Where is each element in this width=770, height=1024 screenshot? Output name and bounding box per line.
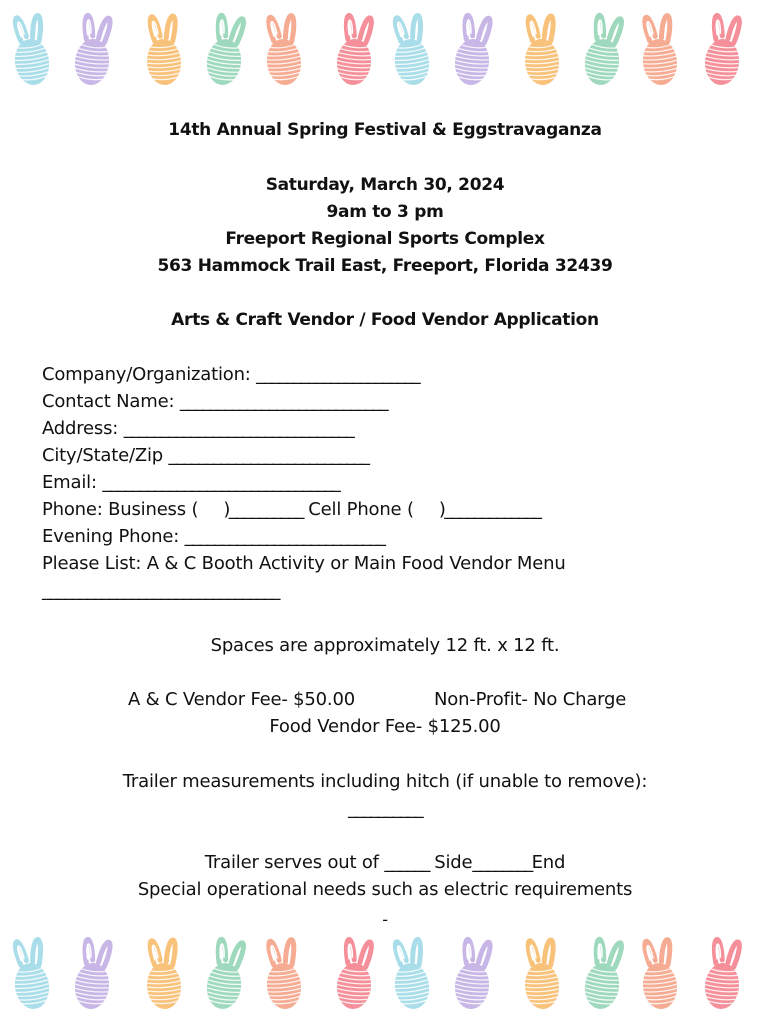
easter-egg-bunny-ears-icon — [638, 939, 679, 1011]
ac-vendor-fee: A & C Vendor Fee- $50.00 — [128, 689, 355, 710]
address-label: Address: — [42, 418, 119, 439]
address-blank[interactable]: _______________________________ — [123, 418, 354, 439]
bottom-egg-border-graphic — [0, 924, 770, 1022]
company-label: Company/Organization: — [42, 364, 251, 385]
easter-egg-bunny-ears-icon — [703, 15, 743, 87]
contact-name-field[interactable] — [42, 391, 387, 412]
city-state-zip-label: City/State/Zip — [42, 445, 164, 466]
contact-name-label: Contact Name: — [42, 391, 175, 412]
cell-phone-label: Cell Phone ( — [308, 499, 414, 520]
phone-field[interactable] — [42, 499, 540, 520]
event-venue: Freeport Regional Sports Complex — [225, 229, 545, 249]
email-field[interactable] — [42, 472, 339, 493]
easter-egg-bunny-ears-icon — [522, 939, 561, 1010]
trailer-end-blank[interactable]: ________ — [472, 852, 532, 873]
company-field[interactable] — [42, 364, 419, 385]
top-egg-border-graphic — [0, 0, 770, 98]
event-title: 14th Annual Spring Festival & Eggstravaganza — [168, 120, 602, 140]
phone-business-blank[interactable]: )__________ — [223, 499, 303, 520]
booth-activity-blank[interactable]: ________________________________ — [42, 580, 279, 601]
easter-egg-bunny-ears-icon — [638, 15, 679, 87]
city-state-zip-field[interactable] — [42, 445, 368, 466]
easter-egg-bunny-ears-icon — [144, 15, 183, 86]
email-label: Email: — [42, 472, 97, 493]
easter-egg-bunny-ears-icon — [522, 15, 561, 86]
easter-egg-bunny-ears-icon — [389, 938, 432, 1011]
cell-phone-blank[interactable]: )_____________ — [438, 499, 541, 520]
special-needs-label: Special operational needs such as electric requirements — [137, 879, 633, 900]
evening-phone-field[interactable] — [42, 526, 384, 547]
trailer-end-label: End — [531, 852, 566, 873]
address-field[interactable] — [42, 418, 353, 439]
easter-egg-bunny-ears-icon — [204, 938, 247, 1011]
food-vendor-fee: Food Vendor Fee- $125.00 — [269, 716, 501, 737]
evening-phone-blank[interactable]: ___________________________ — [184, 526, 385, 547]
easter-egg-bunny-ears-icon — [73, 939, 114, 1011]
space-size-note: Spaces are approximately 12 ft. x 12 ft. — [210, 635, 560, 656]
company-blank[interactable]: ______________________ — [256, 364, 419, 385]
event-time: 9am to 3 pm — [326, 202, 444, 222]
trailer-measurements-blank[interactable]: __________ — [347, 798, 422, 819]
easter-egg-bunny-ears-icon — [9, 14, 52, 87]
trailer-side-blank[interactable]: ______ — [384, 852, 429, 873]
easter-egg-bunny-ears-icon — [262, 939, 303, 1011]
event-date: Saturday, March 30, 2024 — [265, 175, 505, 195]
city-state-zip-blank[interactable]: ___________________________ — [168, 445, 369, 466]
easter-egg-bunny-ears-icon — [144, 939, 183, 1010]
phone-business-label: Phone: Business ( — [42, 499, 199, 520]
easter-egg-bunny-ears-icon — [9, 938, 52, 1011]
easter-egg-bunny-ears-icon — [703, 939, 743, 1011]
application-title: Arts & Craft Vendor / Food Vendor Application — [171, 310, 599, 330]
trailer-serves-field[interactable] — [0, 852, 770, 873]
easter-egg-bunny-ears-icon — [453, 939, 494, 1011]
easter-egg-bunny-ears-icon — [335, 939, 375, 1011]
email-blank[interactable]: ________________________________ — [102, 472, 340, 493]
easter-egg-bunny-ears-icon — [73, 15, 114, 87]
easter-egg-bunny-ears-icon — [582, 938, 625, 1011]
easter-egg-bunny-ears-icon — [262, 15, 303, 87]
top-egg-border — [0, 0, 770, 98]
easter-egg-bunny-ears-icon — [582, 14, 625, 87]
easter-egg-bunny-ears-icon — [453, 15, 494, 87]
evening-phone-label: Evening Phone: — [42, 526, 180, 547]
easter-egg-bunny-ears-icon — [204, 14, 247, 87]
easter-egg-bunny-ears-icon — [389, 14, 432, 87]
contact-name-blank[interactable]: ____________________________ — [179, 391, 388, 412]
easter-egg-bunny-ears-icon — [335, 15, 375, 87]
non-profit-fee: Non-Profit- No Charge — [434, 689, 627, 710]
trailer-side-label: Side — [434, 852, 473, 873]
bottom-egg-border — [0, 924, 770, 1022]
trailer-serves-label: Trailer serves out of — [204, 852, 379, 873]
event-address: 563 Hammock Trail East, Freeport, Florida 32439 — [157, 256, 613, 276]
trailer-measurements-label: Trailer measurements including hitch (if unable to remove): — [122, 771, 648, 792]
booth-activity-label: Please List: A & C Booth Activity or Main Food Vendor Menu — [42, 553, 566, 574]
trailing-dash: - — [382, 910, 388, 929]
